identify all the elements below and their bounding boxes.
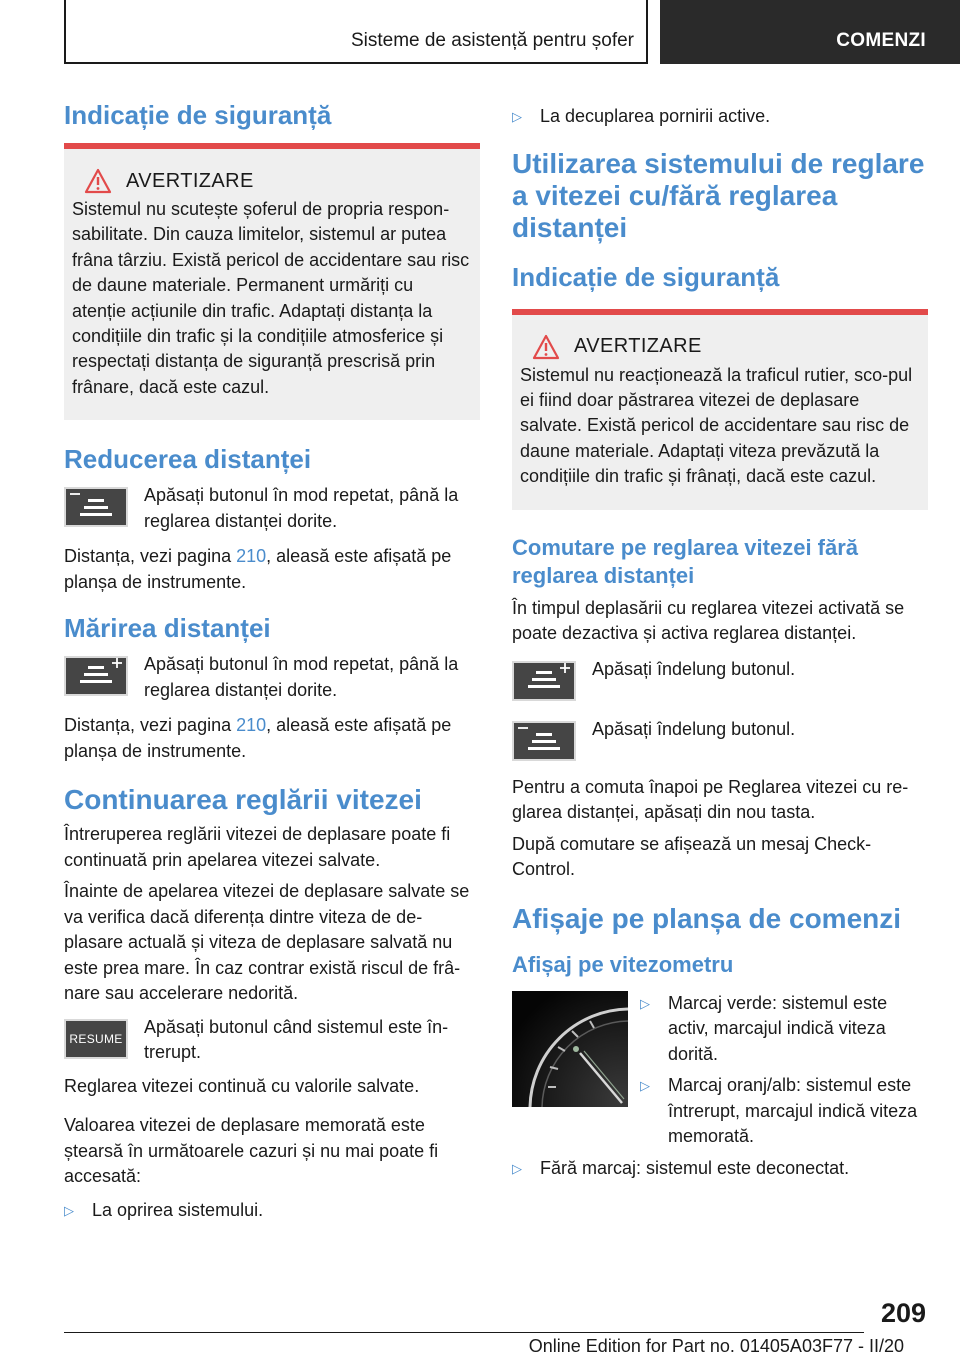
increase-ref-text-b: , aleasă este afișată pe planșa de instrumente.: [64, 715, 452, 761]
heading-display: Afișaje pe planșa de comenzi: [512, 902, 902, 934]
reduce-instruction: Apăsați butonul în mod repetat, până la reglarea distanței dorite.: [144, 485, 459, 531]
warning-box: [64, 143, 480, 420]
increase-reference: [64, 713, 480, 764]
switch-paragraph-1: În timpul deplasării cu reglarea vitezei activată se poate dezactiva și activa reglarea distanței.: [512, 597, 905, 644]
resume-button[interactable]: [64, 1019, 128, 1059]
resume-button-label: RESUME: [69, 1031, 123, 1046]
heading-safety-2: Indicație de siguranță: [512, 261, 780, 292]
header-title: Sisteme de asistență pentru șofer: [350, 30, 634, 51]
increase-button-row: [64, 652, 480, 703]
increase-instruction: Apăsați butonul în mod repetat, până la reglarea distanței dorite.: [144, 654, 459, 700]
reduce-reference: [64, 544, 480, 595]
left-column: [64, 100, 480, 1223]
heading-usage: Utilizarea sistemului de reglare a vitezei cu/fără reglarea distanței: [512, 147, 925, 243]
continue-paragraph-3: Reglarea vitezei continuă cu valorile salvate.: [64, 1075, 420, 1096]
distance-decrease-button[interactable]: [64, 487, 128, 527]
heading-switch: Comutare pe reglarea vitezei fără reglarea distanței: [512, 534, 859, 588]
distance-decrease-icon: [66, 489, 126, 525]
bullet-triangle-icon: ▷: [512, 109, 522, 124]
bullet-triangle-icon: ▷: [640, 1078, 650, 1094]
warning-box: [512, 309, 928, 510]
bullet-triangle-icon: ▷: [64, 1202, 74, 1218]
heading-continue-speed: Continuarea reglării vitezei: [64, 784, 422, 816]
warning-title: AVERTIZARE: [574, 335, 702, 357]
heading-reduce-distance: Reducerea distanței: [64, 444, 312, 475]
reduce-ref-text-a: Distanța, vezi pagina: [64, 546, 237, 567]
header-tab-label: COMENZI: [836, 30, 926, 51]
warning-text: Sistemul nu scutește șoferul de propria respon-sabilitate. Din cauza limitelor, sistemul ar putea frâna târziu. Există pericol de accidentare sau risc de daune materiale. Permanent urmăriți cu atenție acțiunile din trafic. Adaptați distanța la condițiile din trafic și la condițiile atmosferice și respectați distanța de siguranță prescrisă prin frânare, dacă este cazul.: [72, 199, 470, 397]
list-item-text: Marcaj verde: sistemul este activ, marcajul indică viteza dorită.: [668, 992, 888, 1064]
distance-increase-icon: [514, 663, 574, 699]
list-item: [512, 104, 928, 130]
page-link-210[interactable]: 210: [236, 546, 267, 567]
press-long-instruction: Apăsați îndelung butonul.: [592, 718, 796, 739]
resume-instruction: Apăsați butonul când sistemul este în-trerupt.: [144, 1016, 449, 1063]
heading-increase-distance: Mărirea distanței: [64, 613, 271, 644]
resume-button-row: [64, 1015, 480, 1066]
switch-paragraph-2: Pentru a comuta înapoi pe Reglarea vitezei cu re-glarea distanței, apăsați din nou tasta.: [512, 776, 909, 823]
list-item: [512, 1156, 928, 1182]
speedometer-image: [512, 991, 628, 1107]
heading-speedometer: Afișaj pe vitezometru: [512, 951, 734, 977]
distance-increase-button[interactable]: [64, 656, 128, 696]
header-tab[interactable]: [660, 0, 960, 64]
continue-paragraph-4: Valoarea vitezei de deplasare memorată este ștearsă în următoarele cazuri și nu mai poate fi accesată:: [64, 1115, 439, 1187]
list-item: [64, 1198, 480, 1224]
press-long-instruction: Apăsați îndelung butonul.: [592, 658, 796, 679]
distance-decrease-button[interactable]: [512, 721, 576, 761]
bullet-triangle-icon: ▷: [640, 995, 650, 1011]
footer-edition: Online Edition for Part no. 01405A03F77 - II/20: [528, 1336, 904, 1356]
heading-safety: Indicație de siguranță: [64, 100, 332, 130]
warning-title: AVERTIZARE: [126, 169, 254, 192]
page-number: 209: [880, 1298, 926, 1328]
increase-ref-text-a: Distanța, vezi pagina: [64, 715, 237, 736]
list-item-text: La decuplarea pornirii active.: [540, 106, 771, 126]
reduce-button-row: [64, 483, 480, 534]
list-item-text: Marcaj oranj/alb: sistemul este întrerupt, marcajul indică viteza memorată.: [668, 1075, 918, 1147]
distance-increase-button[interactable]: [512, 661, 576, 701]
continue-paragraph-1: Întreruperea reglării vitezei de deplasare poate fi continuată prin apelarea vitezei salvate.: [64, 824, 451, 870]
press-long-row-1: [512, 657, 928, 701]
list-item-text: Fără marcaj: sistemul este deconectat.: [540, 1157, 850, 1178]
list-item: [640, 1073, 928, 1150]
page-link-210[interactable]: 210: [236, 715, 267, 736]
reduce-ref-text-b: , aleasă este afișată pe planșa de instrumente.: [64, 546, 452, 592]
continue-paragraph-2: Înainte de apelarea vitezei de deplasare salvate se va verifica dacă diferența dintre viteza de de-plasare actuală și viteza de deplasare salvată nu este prea mare. În caz contrar există riscul de frâ-nare sau accelerare nedorită.: [64, 881, 470, 1004]
warning-triangle-icon: [84, 168, 112, 194]
switch-paragraph-3: După comutare se afișează un mesaj Check-Control.: [512, 833, 872, 880]
list-item: [640, 991, 928, 1068]
header-frame: [64, 0, 648, 64]
right-column: [512, 100, 928, 1181]
warning-triangle-icon: [532, 334, 560, 360]
distance-increase-icon: [66, 658, 126, 694]
speedometer-list: [640, 991, 928, 1150]
distance-decrease-icon: [514, 723, 574, 759]
warning-text: Sistemul nu reacționează la traficul rutier, sco-pul ei fiind doar păstrarea vitezei de deplasare salvate. Există pericol de accidentare sau risc de daune materiale. Adaptați viteza prevăzută la condițiile din trafic și frânați, dacă este cazul.: [520, 364, 913, 487]
list-item-text: La oprirea sistemului.: [92, 1199, 264, 1220]
bullet-triangle-icon: ▷: [512, 1160, 522, 1176]
press-long-row-2: [512, 717, 928, 761]
footer-divider: [64, 1332, 864, 1333]
speedometer-section: [512, 991, 928, 1150]
